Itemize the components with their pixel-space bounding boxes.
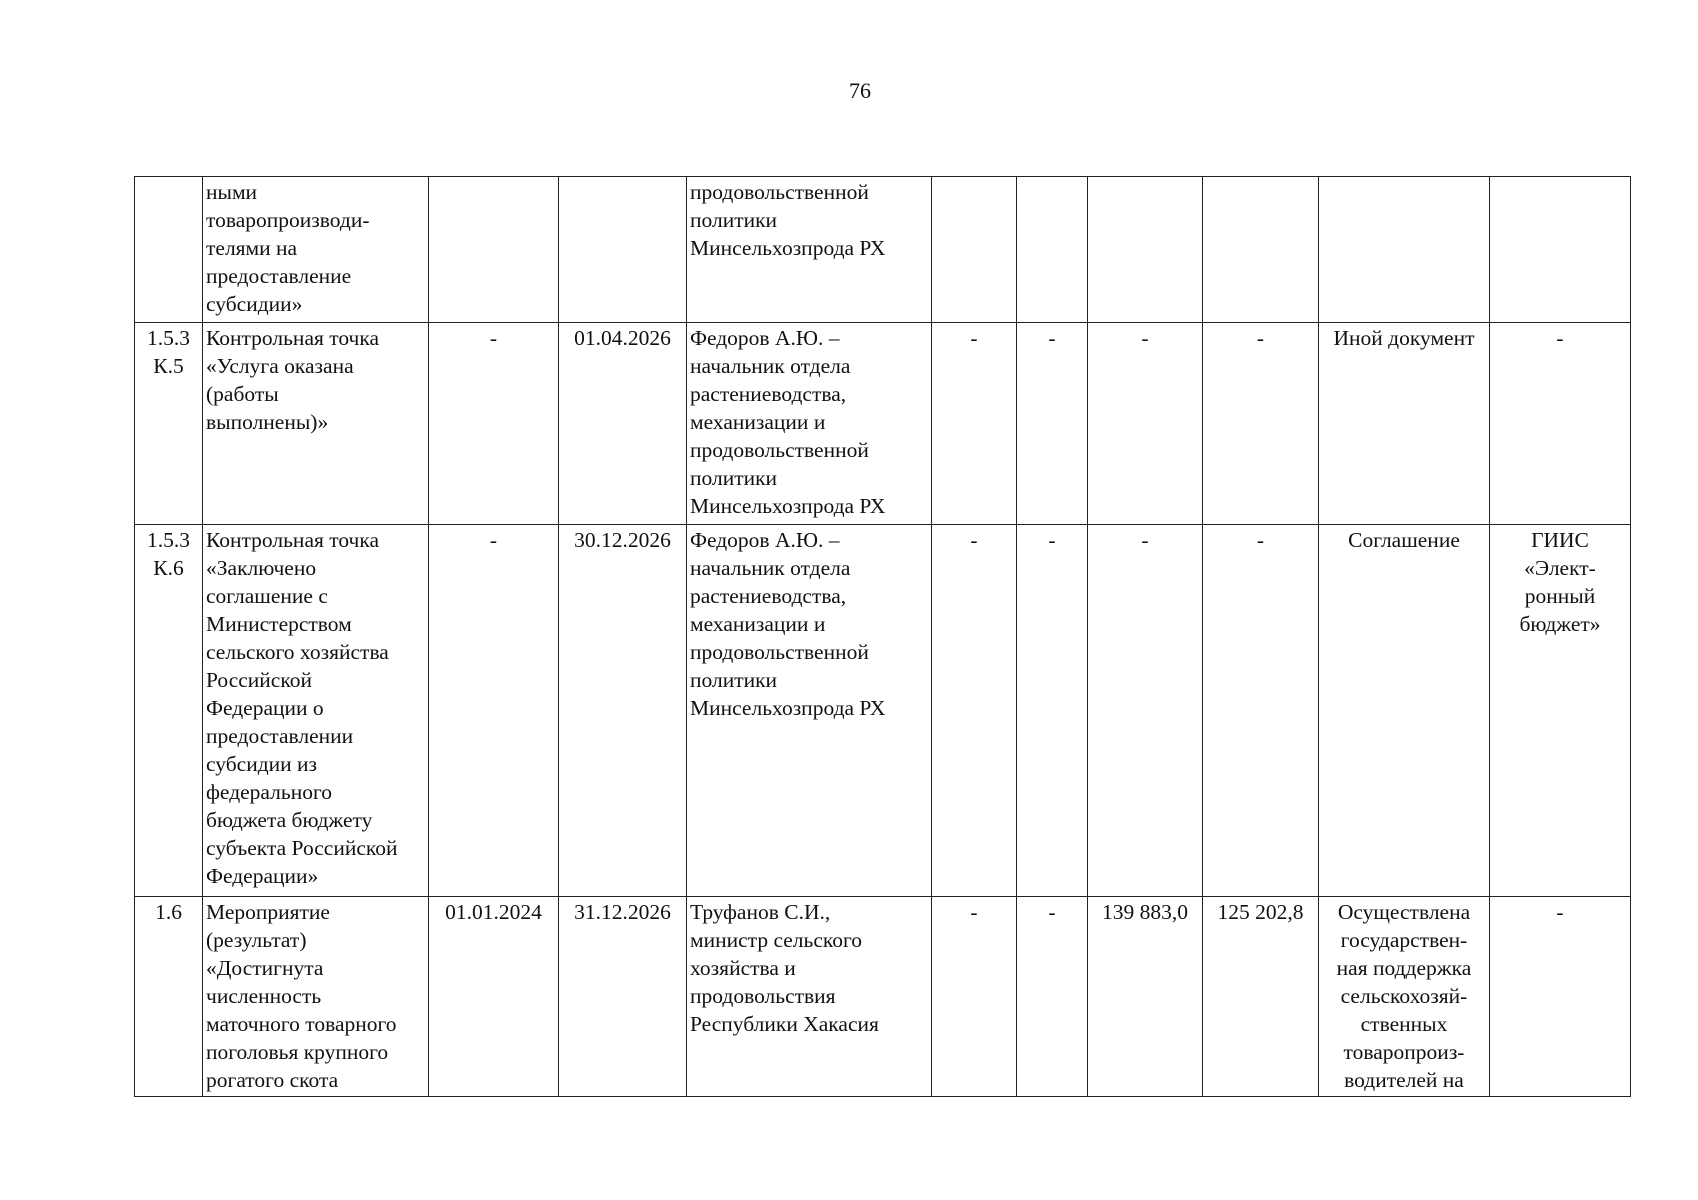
event-name-line: Российской	[206, 668, 312, 692]
event-name-line: «Услуга оказана	[206, 354, 354, 378]
row-number-line: 1.5.3	[147, 528, 190, 552]
event-name-line: ными	[206, 180, 258, 204]
info-system-cell	[1490, 897, 1631, 1097]
end-date-cell: 01.04.2026	[559, 323, 687, 525]
event-name-line: численность	[206, 984, 322, 1008]
row-number-cell	[135, 525, 203, 897]
row-number-cell	[135, 897, 203, 1097]
event-name-line: Мероприятие	[206, 900, 330, 924]
event-name-line: бюджета бюджету	[206, 808, 373, 832]
responsible-line: продовольствия	[690, 984, 836, 1008]
amount-cell-9	[1203, 177, 1319, 323]
amount-cell-8	[1088, 177, 1203, 323]
table-row	[135, 177, 1631, 323]
responsible-cell	[687, 177, 932, 323]
info-system-line: «Элект-	[1524, 556, 1596, 580]
start-date-cell: 01.01.2024	[429, 897, 559, 1097]
amount-cell-9: -	[1203, 525, 1319, 897]
responsible-line: хозяйства и	[690, 956, 796, 980]
responsible-cell	[687, 525, 932, 897]
table-row	[135, 323, 1631, 525]
event-name-line: (работы	[206, 382, 279, 406]
event-name-line: «Заключено	[206, 556, 317, 580]
event-name-line: субсидии»	[206, 292, 303, 316]
info-system-cell	[1490, 525, 1631, 897]
end-date-cell	[559, 177, 687, 323]
event-name-line: рогатого скота	[206, 1068, 339, 1092]
responsible-line: механизации и	[690, 410, 826, 434]
responsible-cell	[687, 323, 932, 525]
result-line: ственных	[1360, 1012, 1448, 1036]
responsible-line: продовольственной	[690, 180, 869, 204]
result-cell	[1319, 897, 1490, 1097]
result-line: сельскохозяй-	[1340, 984, 1468, 1008]
responsible-line: министр сельского	[690, 928, 863, 952]
event-name-line: сельского хозяйства	[206, 640, 389, 664]
end-date-cell: 31.12.2026	[559, 897, 687, 1097]
event-name-line: предоставление	[206, 264, 352, 288]
event-name-line: предоставлении	[206, 724, 354, 748]
result-line: Соглашение	[1348, 528, 1460, 552]
event-name-line: субъекта Российской	[206, 836, 398, 860]
event-name-cell	[203, 525, 429, 897]
result-cell	[1319, 525, 1490, 897]
value-cell-6	[932, 177, 1017, 323]
event-name-line: маточного товарного	[206, 1012, 397, 1036]
event-name-line: «Достигнута	[206, 956, 324, 980]
event-name-line: поголовья крупного	[206, 1040, 389, 1064]
amount-cell-8: -	[1088, 525, 1203, 897]
table-row	[135, 897, 1631, 1097]
start-date-cell: -	[429, 525, 559, 897]
event-name-cell	[203, 897, 429, 1097]
page-number: 76	[849, 78, 871, 103]
amount-cell-9: 125 202,8	[1203, 897, 1319, 1097]
result-line: водителей на	[1344, 1068, 1464, 1092]
value-cell-7	[1017, 177, 1088, 323]
result-cell	[1319, 323, 1490, 525]
value-cell-7: -	[1017, 525, 1088, 897]
info-system-line: -	[1556, 900, 1564, 924]
responsible-line: политики	[690, 466, 778, 490]
value-cell-6: -	[932, 897, 1017, 1097]
row-number-line: 1.5.3	[147, 326, 190, 350]
event-name-line: федерального	[206, 780, 332, 804]
event-name-line: выполнены)»	[206, 410, 329, 434]
responsible-line: Федоров А.Ю. –	[690, 326, 840, 350]
responsible-line: политики	[690, 668, 778, 692]
responsible-line: продовольственной	[690, 438, 869, 462]
event-name-line: телями на	[206, 236, 298, 260]
row-number-line: 1.6	[155, 900, 182, 924]
event-name-line: (результат)	[206, 928, 307, 952]
responsible-line: начальник отдела	[690, 556, 851, 580]
start-date-cell	[429, 177, 559, 323]
event-name-line: Контрольная точка	[206, 326, 380, 350]
info-system-line: бюджет»	[1519, 612, 1601, 636]
amount-cell-9: -	[1203, 323, 1319, 525]
responsible-line: Минсельхозпрода РХ	[690, 494, 886, 518]
event-name-line: субсидии из	[206, 752, 318, 776]
responsible-line: Федоров А.Ю. –	[690, 528, 840, 552]
responsible-line: Минсельхозпрода РХ	[690, 696, 886, 720]
event-name-line: товаропроизводи-	[206, 208, 370, 232]
table-row	[135, 525, 1631, 897]
responsible-line: продовольственной	[690, 640, 869, 664]
responsible-line: политики	[690, 208, 778, 232]
info-system-cell	[1490, 177, 1631, 323]
responsible-line: растениеводства,	[690, 584, 847, 608]
event-name-line: Федерации о	[206, 696, 324, 720]
responsible-cell	[687, 897, 932, 1097]
start-date-cell: -	[429, 323, 559, 525]
responsible-line: механизации и	[690, 612, 826, 636]
value-cell-6: -	[932, 525, 1017, 897]
value-cell-7: -	[1017, 323, 1088, 525]
row-number-cell	[135, 177, 203, 323]
row-number-cell	[135, 323, 203, 525]
value-cell-7: -	[1017, 897, 1088, 1097]
event-name-line: Контрольная точка	[206, 528, 380, 552]
info-system-line: ронный	[1524, 584, 1596, 608]
responsible-line: растениеводства,	[690, 382, 847, 406]
event-name-cell	[203, 177, 429, 323]
result-line: товаропроиз-	[1343, 1040, 1465, 1064]
end-date-cell: 30.12.2026	[559, 525, 687, 897]
row-number-line: К.6	[153, 556, 184, 580]
responsible-line: начальник отдела	[690, 354, 851, 378]
value-cell-6: -	[932, 323, 1017, 525]
event-name-cell	[203, 323, 429, 525]
result-line: ная поддержка	[1336, 956, 1472, 980]
info-system-cell	[1490, 323, 1631, 525]
event-name-line: соглашение с	[206, 584, 328, 608]
plan-table	[134, 176, 1631, 1097]
result-line: Осуществлена	[1337, 900, 1471, 924]
info-system-line: ГИИС	[1531, 528, 1589, 552]
info-system-line: -	[1556, 326, 1564, 350]
amount-cell-8: 139 883,0	[1088, 897, 1203, 1097]
table-body	[135, 177, 1631, 1097]
row-number-line: К.5	[153, 354, 184, 378]
responsible-line: Республики Хакасия	[690, 1012, 879, 1036]
result-cell	[1319, 177, 1490, 323]
event-name-line: Министерством	[206, 612, 352, 636]
responsible-line: Труфанов С.И.,	[690, 900, 831, 924]
responsible-line: Минсельхозпрода РХ	[690, 236, 886, 260]
amount-cell-8: -	[1088, 323, 1203, 525]
result-line: Иной документ	[1333, 326, 1475, 350]
result-line: государствен-	[1340, 928, 1468, 952]
event-name-line: Федерации»	[206, 864, 319, 888]
